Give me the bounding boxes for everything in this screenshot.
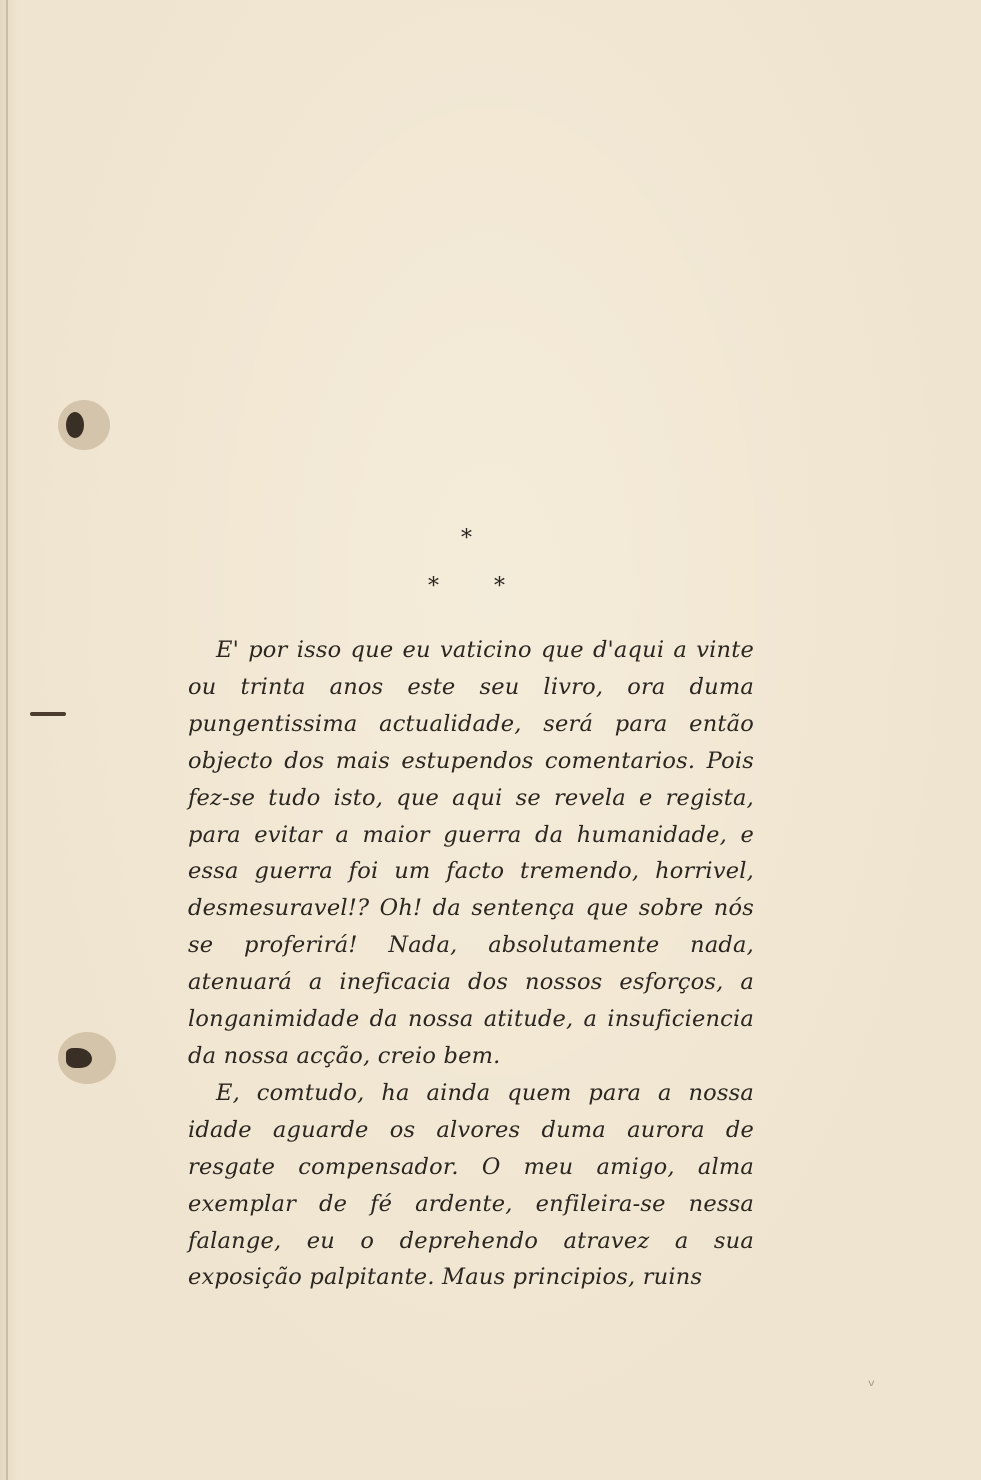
- page-binding-edge: [6, 0, 8, 1480]
- ornament-asterisk: *: [461, 526, 472, 551]
- paragraph: E, comtudo, ha ainda quem para a nossa idade aguarde os alvores duma aurora de resgate compensador. O meu amigo, alma exemplar de fé ardente, enfileira-se nessa falange, eu o deprehendo atravez a sua exposição palpitante. Maus principios, ruins: [188, 1079, 754, 1291]
- binding-hole: [66, 412, 84, 438]
- binding-tear: [30, 712, 66, 716]
- body-text: [188, 632, 754, 1296]
- pencil-mark: ᵥ: [868, 1370, 876, 1391]
- ornament-asterisk: *: [428, 574, 439, 599]
- paragraph: E' por isso que eu vaticino que d'aqui a vinte ou trinta anos este seu livro, ora duma pungentissima actualidade, será para então objecto dos mais estupendos comentarios. Pois fez-se tudo isto, que aqui se revela e regista, para evitar a maior guerra da humanidade, e essa guerra foi um facto tremendo, horrivel, desmesuravel!? Oh! da sentença que sobre nós se proferirá! Nada, absolutamente nada, atenuará a ineficacia dos nossos esforços, a longanimidade da nossa atitude, a insuficiencia da nossa acção, creio bem.: [188, 637, 754, 1069]
- ornament-asterisk: *: [494, 574, 505, 599]
- binding-hole: [66, 1048, 92, 1068]
